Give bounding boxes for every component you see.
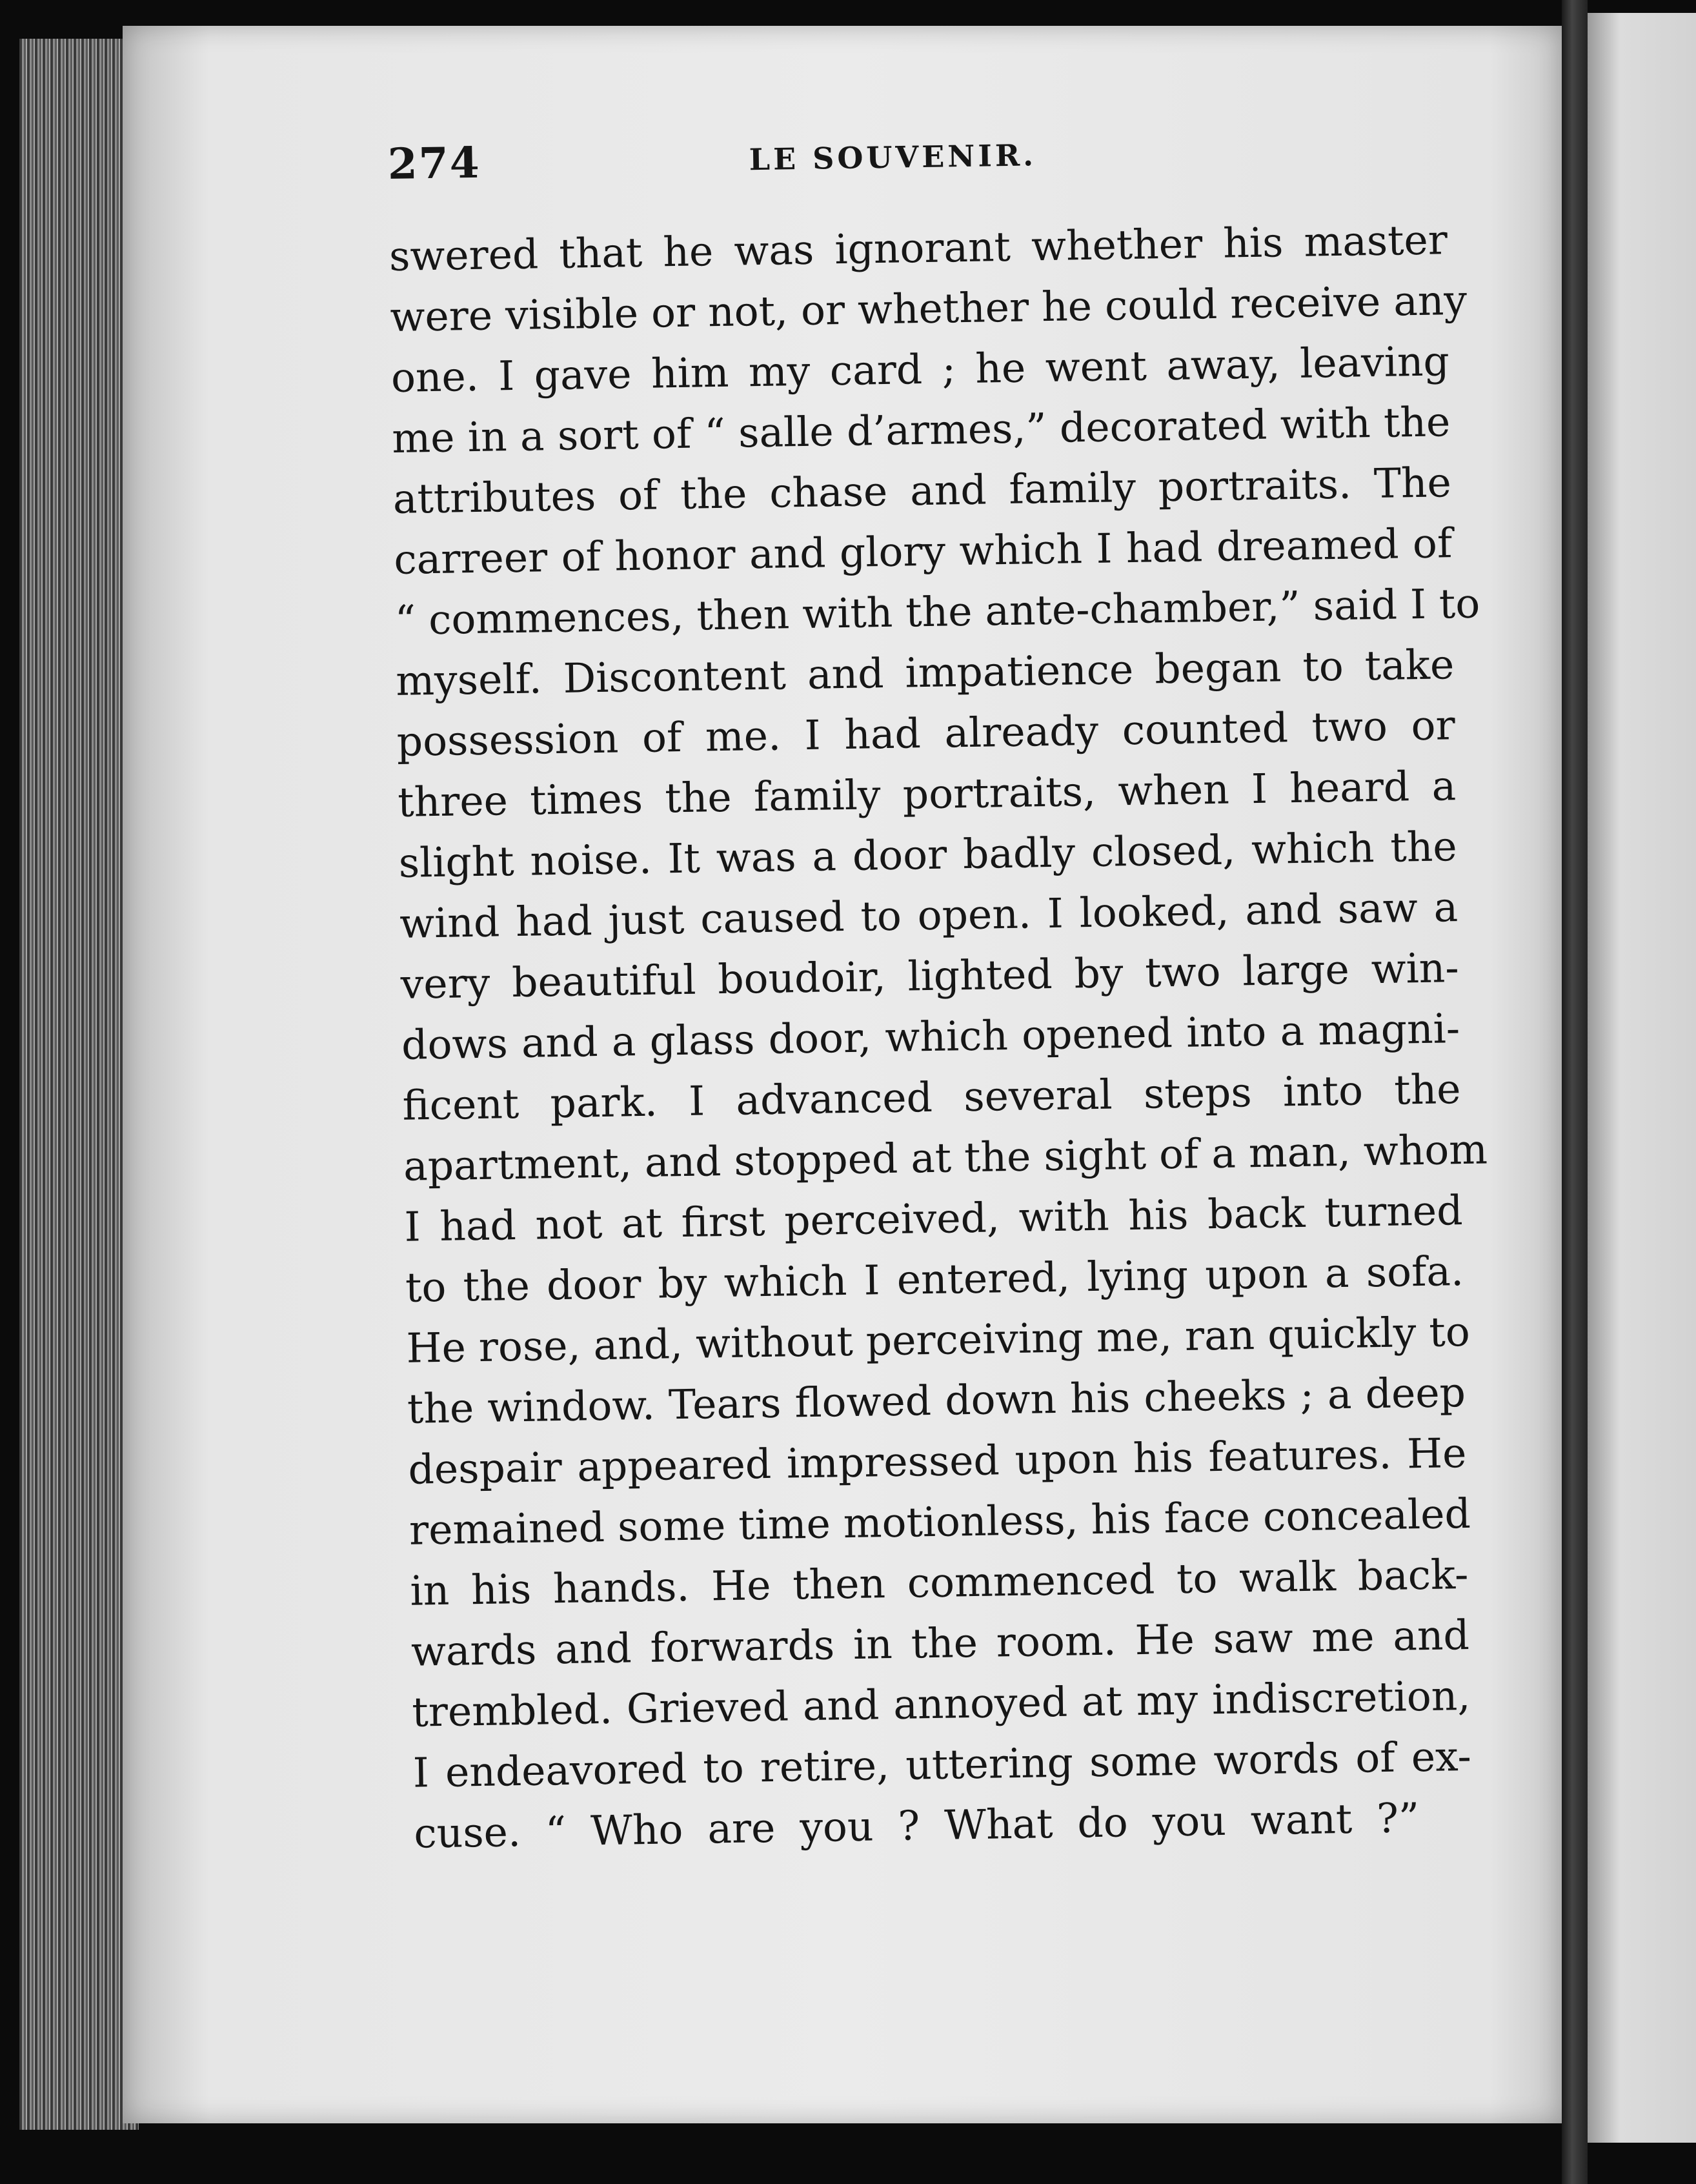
text-line-8: myself. Discontent and impatience began to take bbox=[395, 641, 1455, 705]
facing-page-edge bbox=[1588, 13, 1696, 2143]
page-number: 274 bbox=[387, 137, 481, 189]
text-line-12: wind had just caused to open. I looked, and saw a bbox=[399, 884, 1459, 947]
text-line-25: trembled. Grieved and annoyed at my indiscretion, bbox=[411, 1672, 1471, 1736]
text-line-11: slight noise. It was a door badly closed, which the bbox=[398, 823, 1458, 887]
text-line-22: remained some time motionless, his face concealed bbox=[409, 1490, 1471, 1554]
text-line-16: apartment, and stopped at the sight of a man, whom bbox=[403, 1126, 1488, 1190]
text-line-20: the window. Tears flowed down his cheeks ; a deep bbox=[407, 1369, 1466, 1433]
text-line-23: in his hands. He then commenced to walk back- bbox=[409, 1550, 1469, 1615]
text-line-18: to the door by which I entered, lying upon a sofa. bbox=[405, 1248, 1464, 1311]
text-line-3: one. I gave him my card ; he went away, leaving bbox=[390, 338, 1450, 401]
book-page-edges bbox=[19, 39, 139, 2130]
text-line-24: wards and forwards in the room. He saw me and bbox=[410, 1611, 1470, 1675]
text-line-5: attributes of the chase and family portraits. The bbox=[392, 459, 1452, 523]
text-line-17: I had not at first perceived, with his back turned bbox=[404, 1187, 1464, 1251]
text-line-15: ficent park. I advanced several steps into the bbox=[402, 1066, 1462, 1129]
text-line-19: He rose, and, without perceiving me, ran quickly to bbox=[406, 1308, 1471, 1372]
text-line-1: swered that he was ignorant whether his master bbox=[389, 216, 1448, 280]
running-title: LE SOUVENIR. bbox=[749, 137, 1037, 177]
text-line-9: possession of me. I had already counted two or bbox=[396, 702, 1456, 765]
text-line-13: very beautiful boudoir, lighted by two large win- bbox=[400, 944, 1460, 1008]
text-line-26: I endeavored to retire, uttering some words of ex- bbox=[412, 1732, 1472, 1797]
text-line-4: me in a sort of “ salle d’armes,” decorated with the bbox=[391, 398, 1451, 462]
book-gutter bbox=[1562, 0, 1588, 2184]
body-text bbox=[389, 210, 1488, 1864]
text-line-7: “ commences, then with the ante-chamber,” said I to bbox=[394, 580, 1480, 644]
text-line-2: were visible or not, or whether he could receive any bbox=[389, 276, 1468, 341]
page-text-block bbox=[387, 116, 1488, 1864]
text-line-27: cuse. “ Who are you ? What do you want ?” bbox=[413, 1794, 1420, 1857]
text-line-6: carreer of honor and glory which I had dreamed of bbox=[393, 520, 1453, 583]
text-line-14: dows and a glass door, which opened into a magni- bbox=[401, 1005, 1460, 1069]
text-line-10: three times the family portraits, when I heard a bbox=[397, 762, 1457, 826]
text-line-21: despair appeared impressed upon his features. He bbox=[407, 1429, 1467, 1493]
